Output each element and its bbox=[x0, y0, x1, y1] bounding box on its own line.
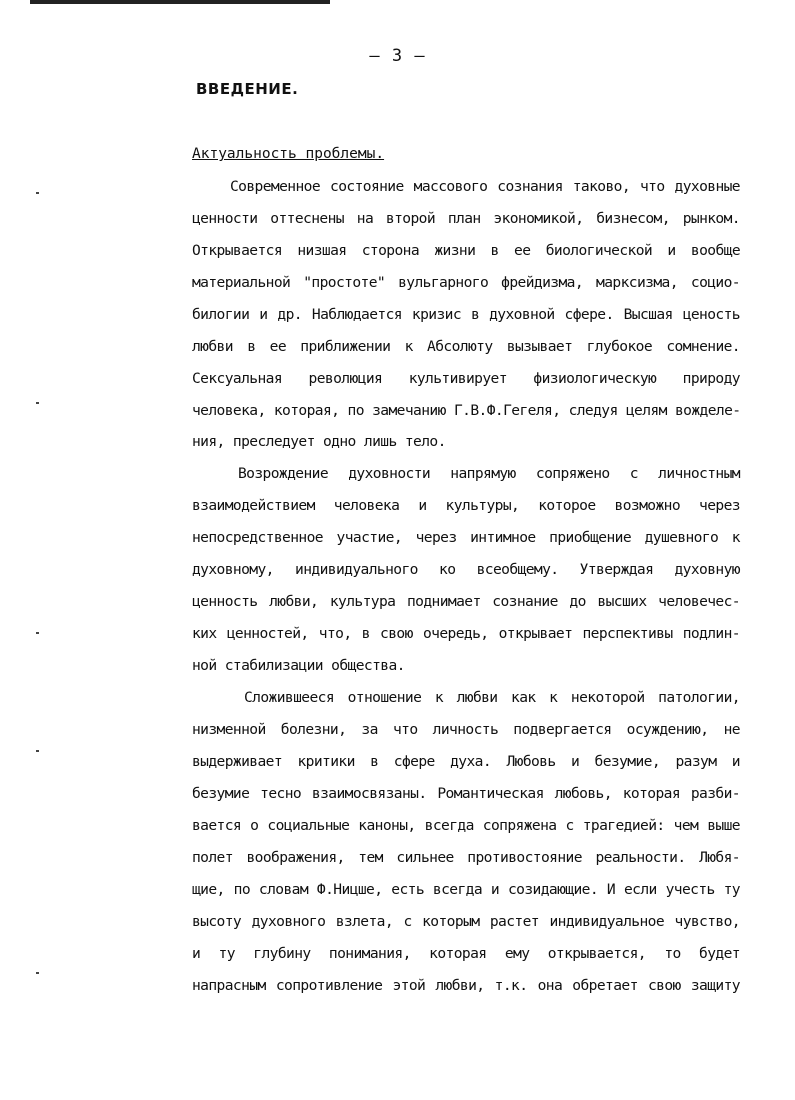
body-line: Сложившееся отношение к любви как к некоторой патологии, bbox=[244, 689, 740, 706]
body-line: полет воображения, тем сильнее противостояние реальности. Любя- bbox=[192, 849, 740, 866]
scan-speck bbox=[36, 972, 39, 974]
body-line: ния, преследует одно лишь тело. bbox=[192, 433, 446, 450]
body-line: высоту духовного взлета, с которым растет индивидуальное чувство, bbox=[192, 913, 740, 930]
body-line: человека, которая, по замечанию Г.В.Ф.Гегеля, следуя целям вожделе- bbox=[192, 402, 741, 419]
scan-speck bbox=[36, 632, 39, 634]
scan-speck bbox=[36, 192, 39, 194]
body-line: любви в ее приближении к Абсолюту вызывает глубокое сомнение. bbox=[192, 338, 740, 355]
body-line: непосредственное участие, через интимное приобщение душевного к bbox=[192, 529, 740, 546]
body-line: Открывается низшая сторона жизни в ее биологической и вообще bbox=[192, 242, 740, 259]
body-line: безумие тесно взаимосвязаны. Романтическая любовь, которая разби- bbox=[192, 785, 740, 802]
body-line: взаимодействием человека и культуры, которое возможно через bbox=[192, 497, 740, 514]
body-line: билогии и др. Наблюдается кризис в духовной сфере. Высшая ценость bbox=[192, 306, 740, 323]
body-line: выдерживает критики в сфере духа. Любовь и безумие, разум и bbox=[192, 753, 740, 770]
body-line: напрасным сопротивление этой любви, т.к. она обретает свою защиту bbox=[192, 977, 740, 994]
body-line: ценности оттеснены на второй план экономикой, бизнесом, рынком. bbox=[192, 210, 740, 227]
body-line: Сексуальная революция культивирует физиологическую природу bbox=[192, 370, 740, 387]
body-line: и ту глубину понимания, которая ему открывается, то будет bbox=[192, 945, 740, 962]
body-line: вается о социальные каноны, всегда сопряжена с трагедией: чем выше bbox=[192, 817, 740, 834]
scan-speck bbox=[36, 402, 39, 404]
body-line: низменной болезни, за что личность подвергается осуждению, не bbox=[192, 721, 740, 738]
body-line: материальной "простоте" вульгарного фрейдизма, марксизма, социо- bbox=[192, 274, 740, 291]
section-heading: ВВЕДЕНИЕ. bbox=[196, 80, 299, 98]
body-line: щие, по словам Ф.Ницше, есть всегда и созидающие. И если учесть ту bbox=[192, 881, 740, 898]
body-line: ценность любви, культура поднимает сознание до высших человечес- bbox=[192, 593, 740, 610]
body-line: ких ценностей, что, в свою очередь, открывает перспективы подлин- bbox=[192, 625, 740, 642]
body-line: духовному, индивидуального ко всеобщему. Утверждая духовную bbox=[192, 561, 740, 578]
scan-artifact-rule bbox=[30, 0, 330, 4]
subsection-heading: Актуальность проблемы. bbox=[192, 146, 385, 162]
page-number: – 3 – bbox=[369, 46, 426, 66]
scan-speck bbox=[36, 750, 39, 752]
body-line: ной стабилизации общества. bbox=[192, 657, 405, 674]
body-line: Современное состояние массового сознания таково, что духовные bbox=[230, 178, 740, 195]
body-line: Возрождение духовности напрямую сопряжено с личностным bbox=[238, 465, 740, 482]
